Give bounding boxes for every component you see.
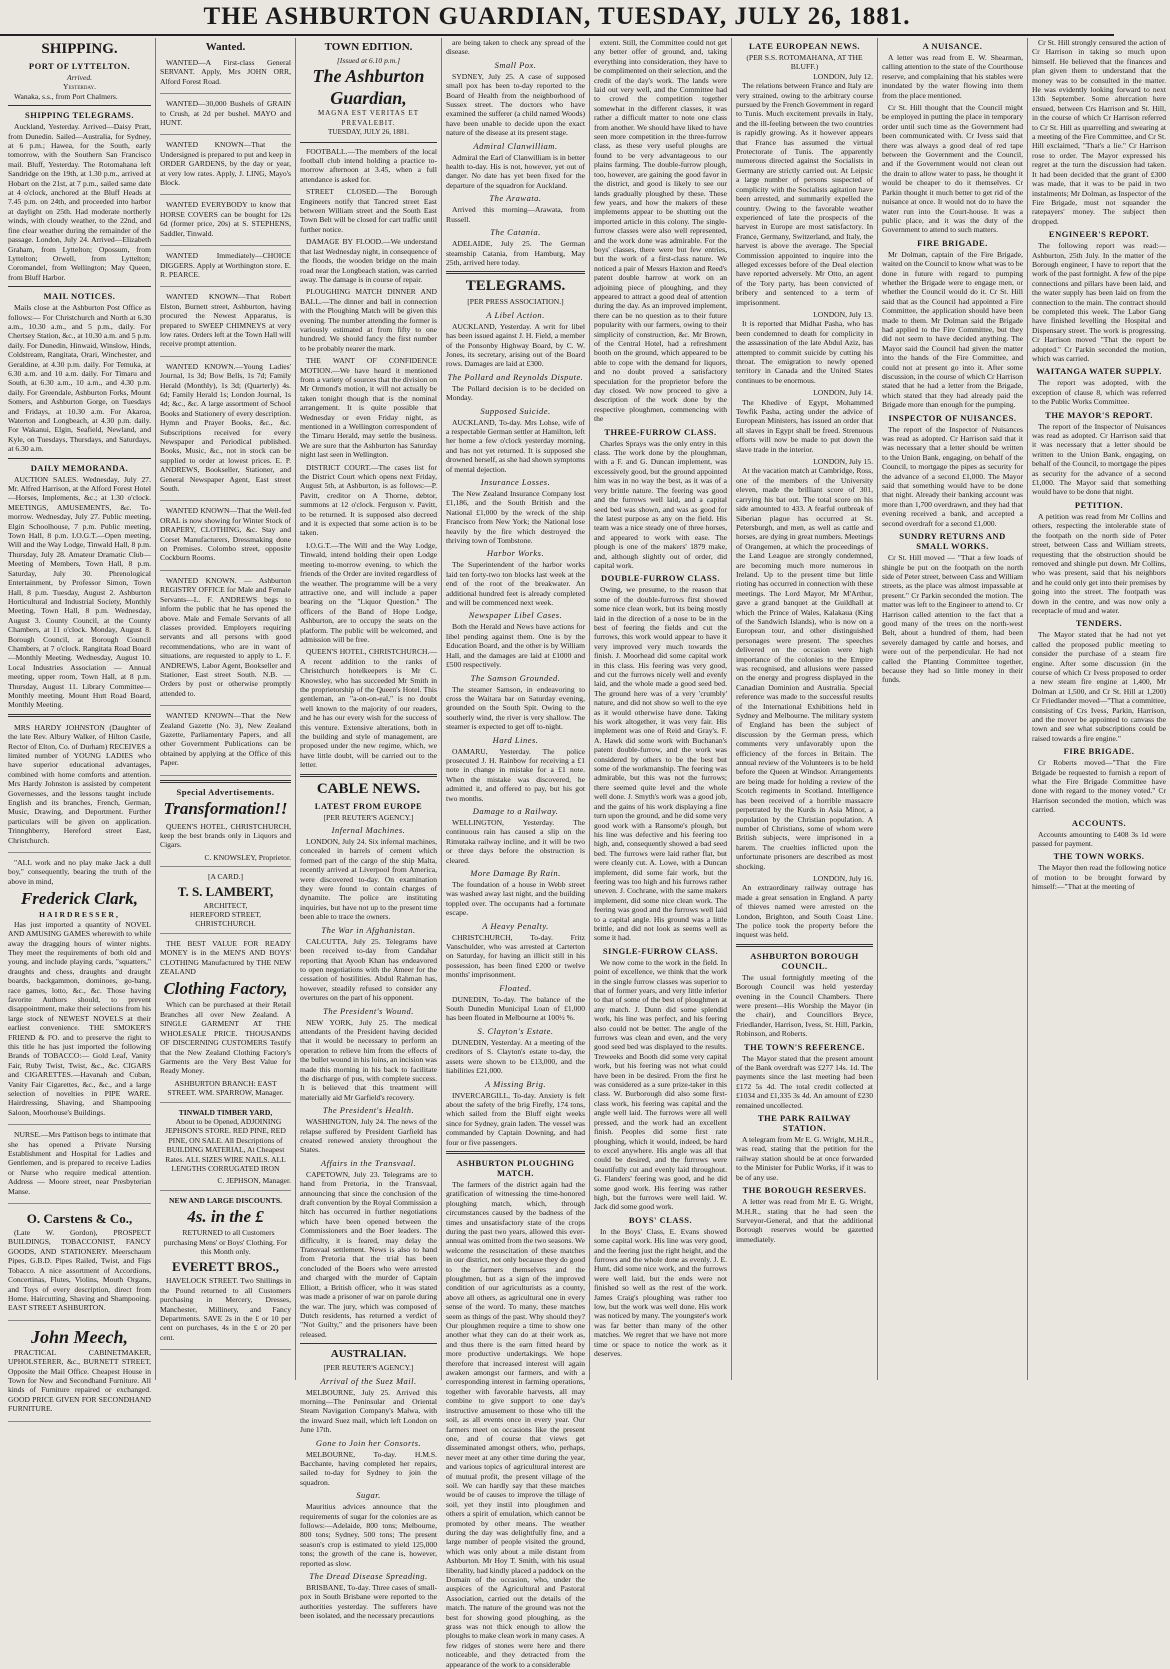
- shipping-telegrams-heading: SHIPPING TELEGRAMS.: [24, 110, 134, 121]
- telegram-item-heading: S. Clayton's Estate.: [477, 1025, 554, 1036]
- frederick-clark-ad: [8, 856, 151, 1125]
- mail-notices-heading: MAIL NOTICES.: [43, 291, 116, 302]
- frederick-clark-name: Frederick Clark,: [20, 889, 139, 909]
- wanted-ad: [160, 504, 291, 570]
- ploughing-match-body: The farmers of the district again had the gratification of witnessing the time-honored ploughing match, which, through circumstances caused by the badness of the times and unsatisfactory state of the crops during the past two years, allowed this ever-annual was omitted from the two seasons. We welcome the resuscitation of these matches in our district, not only because they do good to the farmers themselves and the ploughmen, but as a sign of the improved condition of our agriculturists as a county, above all others, as agricultural one in every sense of the word. To many, these matches seem as things of the past. Why should they? Our ploughmen require a time to show one another what they can do at their work as, and thus there is the earn fitted heard by more productive undertakings. We hope therefore that increased interest will again awaken amongst our farmers, and with a corresponding interest in farming operations, together with favorable harvests, all may combine to give support to one day's instructive amusement to those who till the soil, as all events once in every year. Our farmers meet on occasions like the present one, and of course that views get disseminated amongst others, who, perhaps, never meet at any other time during the year, and various topics of agricultural interest are of mutual profit, the present village of the soil. We can hardly say that these matches would be of causes to improve the tillage of soil, yet they instil into ploughmen and others a spirit of emulation, which cannot be promoted by other means. The weather during the day was delightfully fine, and a large number of people visited the ground, which was only about a mile distant from Ashburton. Mr Hoy T. Smith, with his usual liberality, had kindly placed a paddock on the Domain of the occasion, who, under the auspices of the Agricultural and Pastoral Association, carried out the details of the match. The nature of the ground was not the best for showing good ploughing, as the grass was not thick enough to allow the ploughs to make clean work in many cases. A few ridges of stones were here and there noticeable, and they detracted from the appearance of the work to a considerable: [446, 1179, 585, 1669]
- divider: [446, 271, 585, 274]
- council-continued: Cr St. Hill strongly censured the action of Cr Harrison in taking so much upon himself. He believed that the finances and plan given them to understand that the money was to be consulted in the matter. He was evidently looking forward to next 13th September. Some altercation here ensued, between Crs Harrison and St. Hill, in the course of which Cr Harrison referred to Cr St. Hill as quarrelling and swearing at a meeting of the Fire Committee, and Cr St. Hill exclaimed, "That's a lie." Cr Harrison rose to order. The Mayor expressed his regret at the turn the discussion had taken. It had been decided that the grant of £300 was made, that it was to be paid in two instalments; Mr Dolman, as Inspector of the Fire Brigade, must not squander the ratepayers' money. The subject then dropped.: [1032, 38, 1166, 226]
- clothing-title: Clothing Factory,: [163, 979, 288, 999]
- wanted-heading: Wanted.: [205, 41, 246, 53]
- borough-reserves-body: A letter was read from Mr E. G. Wright, M.H.R., stating that he had seen the Surveyor-General, and that the additional Borough reserves would be gazetted immediately.: [736, 1197, 873, 1244]
- cable-item-heading: The President's Health.: [322, 1105, 415, 1116]
- port-heading: PORT OF LYTTELTON.: [28, 61, 131, 71]
- borough-council-body: The usual fortnightly meeting of the Borough Council was held yesterday evening in the Council Chambers. There were present—His Worship the Mayor (in the chair), and Councillors Bryce, Friedlander, Harrison, Ivess, St. Hill, Parkin, Robinson, and Roberts.: [736, 972, 873, 1039]
- tenders-body: The Mayor stated that he had not yet called the proposed public meeting to consider the purchase of a steam fire engine. After some discussion (in the course of which Cr Ivess proposed to order a new steam fire engine at 1,400, Mr Dolman at 1,500, and Cr St. Hill at 1,200) Cr Friedlander moved—"That a committee, consisting of Crs Ivess, Parkin, Harrison, and the mover be appointed to canvass the town and see what subscriptions could be raised towards a fire engine.": [1032, 630, 1166, 743]
- mayor-report-body: The report of the Inspector of Nuisances was read as adopted. Cr Harrison said that it was necessary that a letter should be written to the Union Bank, engaging, on behalf of the Council, to mortgage the pipes as security for the advance of a second £1,000. The Mayor said that something would have to be done that night.: [1032, 421, 1166, 497]
- divider: [300, 1343, 437, 1344]
- water-supply-heading: WAITANGA WATER SUPPLY.: [1036, 366, 1162, 377]
- carstens-name: O. Carstens & Co.,: [26, 1211, 133, 1227]
- cable-item-heading: Infernal Machines.: [331, 825, 406, 836]
- issued-note: [Issued at 6.10 p.m.]: [336, 56, 401, 65]
- leader-paragraph: PLOUGHING MATCH DINNER AND BALL.—The dinner and ball in connection with the Ploughing Match will be given this evening. The number attending the former is variously estimated at from fifty to one hundred. We should fancy the first number to be probably nearer the mark.: [300, 287, 437, 353]
- leader-paragraph: THE WANT OF CONFIDENCE MOTION.—We have heard it mentioned from a variety of sources that the division on Mr Ormond's motion, it will not actually be taken tonight though that is the nominal arrangement. It is quite possible that Wednesday or even Friday night, as mentioned in a Wellington correspondent of the Timaru Herald, may settle the business. We are sure that the Ashburton has Saturday night last seen in Wellington.: [300, 356, 437, 460]
- telegram-item-heading: Floated.: [499, 982, 532, 993]
- water-supply-body: The report was adopted, with the exception of clause 8, which was referred to the Public Works Committee.: [1032, 378, 1166, 407]
- queens-hotel-ad: [160, 820, 291, 868]
- wanted-ad-text: WANTED KNOWN. — Ashburton REGISTRY OFFICE for Male and Female Servants—L. F. ANDREWS begs to inform the public that he has opened the above. Male and Female Servants of all classes provided. Employers requiring servants and all persons with good recommendations, who are in want of situations, are requested to apply to L. F. ANDREWS, Labor Agent, Bookseller and Stationer, East street South. N.B. — Orders by post or otherwise promptly attended to.: [160, 575, 291, 698]
- double-furrow-heading: DOUBLE-FURROW CLASS.: [601, 573, 720, 584]
- australian-item-heading: The Dread Disease Spreading.: [309, 1571, 428, 1582]
- telegram-item-heading: Insurance Losses.: [480, 477, 551, 487]
- hardy-johnston-ad: [8, 721, 151, 853]
- everett-ad: [160, 1194, 291, 1350]
- column-4: [442, 38, 590, 1669]
- dateline: TUESDAY, JULY 26, 1881.: [328, 128, 409, 137]
- tinwald-timber-ad: [160, 1106, 291, 1191]
- nuisance-body-2: Cr St. Hill thought that the Council might be employed in putting the place in temporary order until such time as the Government had been communicated with. Cr Ivess said that there was always a good deal of red tape between the Government and the Council, and if the Government would not clean out the drain to allow water to pass, he thought it would be cheaper to do it themselves. Cr Parkin thought it much better to get rid of the nuisance at once. It would not do to have the water run into the Court-house. It was a public place, and it was the duty of the Government to attend to such matters.: [882, 103, 1023, 235]
- wanted-ad: [160, 56, 291, 94]
- clothing-factory-ad: [160, 937, 291, 1103]
- shipping-telegrams-body: Auckland, Yesterday. Arrived—Daisy Pratt, from Dunedin. Sailed—Australia, for Sydney, at 6 p.m.; Hawea, for the South, early tomorrow, with the Southern San Francisco mail. Bluff, Yesterday. The Rotomahana left Sandridge on the 19th, at 1.30 p.m., arrived at Hobart on the 21st, at 7 p.m., sailed same date at 4 o'clock, anchored at the Bluff Heads at 7.45 p.m. on 24th, and proceeded into harbor at daylight on 25th. Had moderate northerly winds, with cloudy weather, to the 22nd, and fine clear weather during the remainder of the passage. London, July 24. Arrived—Elizabeth Graham, from Lyttelton; Opossum, from Lyttelton; Orwell, from Lyttelton; Coromandel, from Wellington; May Queen, from Bluff Harbor.: [8, 122, 151, 282]
- fire-brigade-heading: FIRE BRIGADE.: [917, 237, 988, 248]
- telegram-item-heading: The Samson Grounded.: [470, 672, 561, 683]
- divider: [8, 458, 151, 459]
- dateline-2: LONDON, July 13.: [813, 309, 873, 319]
- accounts-body: Accounts amounting to £408 3s 1d were passed for payment.: [1032, 829, 1166, 849]
- telegram-item-heading: Supposed Suicide.: [480, 405, 551, 416]
- card-label: [A CARD.]: [207, 872, 244, 882]
- cable-items: [300, 825, 437, 1339]
- frederick-clark-intro: "ALL work and no play make Jack a dull boy," consequently, bearing the truth of the above in mind,: [8, 858, 151, 886]
- wanted-ad-text: WANTED—30,000 Bushels of GRAIN to Crush, at 2d per bushel. MAYO and HUNT.: [160, 99, 291, 128]
- four-shillings: 4s. in the £: [187, 1207, 264, 1227]
- accounts-heading: ACCOUNTS.: [1071, 817, 1127, 828]
- wanted-ad-text: WANTED EVERYBODY to know that HORSE COVERS can be bought for 12s 6d (former price, 20s) at S. STEPHENS, Saddler, Tinwald.: [160, 200, 291, 238]
- telegram-item-heading: Harbor Works.: [486, 548, 545, 559]
- australian-item-body: MELBOURNE, July 25. Arrived this morning—The Peninsular and Oriental Steam Navigation Company's Malwa, with the inward Suez mail, which left London on June 17th.: [300, 1387, 437, 1435]
- european-body-1: The relations between France and Italy are very strained, owing to the arbitrary course pursued by the French Government in regard to Tunis. Much excitement prevails in Italy, and the ill-feeling between the two countries is rapidly growing. As it however appears that France has assumed the virtual Protectorate of Tunis. The apparently numerous directed against the Socialists in Germany are strictly carried out. At Leipsic a large number of persons suspected of complicity with the Socialists agitation have been arrested, and summarily expelled the country. Owing to the favorable weather experienced of late the prospects of the harvest in Europe are most satisfactory. In France, Germany, Switzerland, and Italy, the harvest is above the average. The Special Commission appointed to inquire into the alleged excesses before of the Deal election have reported adversely. Mr Otto, an agent of the Tory party, has been convicted of bribery and sentenced to a term of imprisonment.: [736, 81, 873, 307]
- wanted-ad: [160, 198, 291, 246]
- discounts-title: NEW AND LARGE DISCOUNTS.: [169, 1195, 282, 1205]
- telegram-item-heading: Damage to a Railway.: [472, 805, 559, 816]
- leader-paragraph: I.O.G.T.—The Will and the Way Lodge, Tinwald, intend holding their open Lodge meeting to-morrow evening, to which the friends of the Order are invited regardless of the weather. The programme will be a very attractive one, and will include a paper bearing on the "Liquor Question." The officers of the Band of Hope Lodge, Ashburton, are to occupy the seats on the platform. The public will be welcomed, and admission will be free.: [300, 540, 437, 644]
- nuisance-heading: A NUISANCE.: [922, 41, 983, 51]
- wanted-ad: [160, 290, 291, 356]
- frederick-clark-body: Has just imported a quantity of NOVEL AND AMUSING GAMES wherewith to while away the dragging hours of winter nights. They meet the requirements of both old and young, and include playing cards, "squatters," draughts and chess, draughts and draught boards, backgammon, dominoes, go-bang, race games, lotto, &c., &c. Those having favorite Authors should, to prevent disappointment, make their selections from his large stock of NEWEST NOVELS at their earliest convenience. THE SMOKER'S FRIEND & FO. and to preserve the right to this title he has just imported the following Brands of TOBACCO:— Gold Leaf, Vanity Fair, Ruby Twist, Twist, &c., &c. CIGARS and CIGARETTES.—Havanah and Cuban, Vanity Fair Cigarettes, &c., &c., and a large selection of novelties in PIPE WARE. Hairdressing, Shaving, and Shampooing Saloon, Moorhouse's Buildings.: [8, 919, 151, 1117]
- news-item-body: SYDNEY, July 25. A case of supposed small pox has been to-day reported to the Board of Health from the neighborhood of Sussex street. The doctors who have examined the sufferer (a child named Woods) have been unable to decide upon the exact nature of the disease at its present stage.: [446, 71, 585, 138]
- leader-paragraph: FOOTBALL.—The members of the local football club intend holding a practice to-morrow afternoon at 3.45, when a full attendance is asked for.: [300, 146, 437, 184]
- masthead: [0, 0, 1114, 36]
- australian-item-body: BRISBANE, To-day. Three cases of small-pox in South Brisbane were reported to the authorities yesterday. The sufferers have been isolated, and the necessary precautions: [300, 1583, 437, 1621]
- australian-item-heading: Gone to Join her Consorts.: [315, 1437, 422, 1448]
- cable-agency: [PER REUTER'S AGENCY.]: [323, 812, 414, 822]
- inspector-nuisances-heading: INSPECTOR OF NUISANCES.: [888, 412, 1017, 423]
- cable-item-body: CALCUTTA, July 25. Telegrams have been received to-day from Candahar reporting that Ayoob Khan has endeavored to open negotiations with the Ameer for the cessation of hostilities. Abdul Rahman has, however, steadily refused to consider any overtures on the part of his opponent.: [300, 936, 437, 1003]
- motto: MAGNA EST VERITAS ET PREVALEBIT.: [317, 109, 420, 127]
- news-item-heading: The Arawata.: [489, 193, 542, 204]
- inspector-nuisances-body: The report of the Inspector of Nuisances was read as adopted. Cr Harrison said that it was necessary that a letter should be written to the Union Bank, engaging, on behalf of the Council, to mortgage the pipes as security for the advance of a second £1,000. The Mayor said that something would have to be done that night. Already their banking account was more than 1,700 overdrawn, and they had that evening received a bank, and accepted a second overdraft for a second £1,000.: [882, 424, 1023, 528]
- telegram-item-heading: Hard Lines.: [492, 734, 539, 745]
- cable-item-body: NEW YORK, July 25. The medical attendants of the President having decided that it would be necessary to perform an operation to relieve him from the effects of the bullet wound in his loins, an incision was made this morning in his back to facilitate the discharge of pus, with complete success. It is believed that this treatment will materially aid Mr Garfield's recovery.: [300, 1017, 437, 1102]
- fire-brigade-2-body: Cr Roberts moved—"That the Fire Brigade be requested to furnish a report of what the Fire Brigade Committee have done with regard to the money voted." Cr Harrison seconded the motion, which was carried.: [1032, 758, 1166, 815]
- telegram-item-body: Both the Herald and News have actions for libel pending against them. One is by the Education Board, and the other is by William Hall, and the damages are laid at £1000 and £500 respectively.: [446, 622, 585, 670]
- news-item-body: ADELAIDE, July 25. The German steamship Catania, from Hamburg, May 25th, arrived here today.: [446, 239, 585, 267]
- cable-item-body: LONDON, July 24. Six infernal machines, concealed in barrels of cement which formed part of the cargo of the ship Malta, recently arrived at Liverpool from America, were discovered to-day. On examination they were found to contain charges of dynamite. The police are instituting inquiries, but have not up to the present time been able to trace the owners.: [300, 837, 437, 922]
- divider: [8, 105, 151, 106]
- wanted-ad: [160, 709, 291, 775]
- telegram-item-body: The Superintendent of the harbor works laid ten forty-two ton blocks last week at the end of the root of the breakwater. An additional hundred feet is already completed and will be commenced next week.: [446, 560, 585, 608]
- carstens-body: (Late W. Gordon), PROSPECT BUILDINGS, TOBACCONIST, FANCY GOODS, AND STATIONERY. Meerschaum Pipes, G.B.D. Pipes Railed, Twist, and Figs Tobacco. A nice assortment of Accordions, Concertinas, Flutes, Violins, Mouth Organs, and Toys of every description, direct from Home. Haircutting, Shaving and Shampooing. EAST STREET ASHBURTON.: [8, 1228, 151, 1313]
- wanted-list: [160, 56, 291, 776]
- telegram-item-body: CHRISTCHURCH, To-day. Fritz Vanschulder, who was arrested at Carterton on Saturday, for having an illicit still in his possession, has been fined £200 or twelve months' imprisonment.: [446, 932, 585, 980]
- single-furrow-body: We now come to the work in the field. In point of excellence, we think that the work in the single furrow classes was superior to that of former years, and very little inferior to that of some of the best of ploughmen at any match. J. Dunn did some splendid work, his line was perfect, and his feering also could not be better. The angle of the furrows was clean and even, and the very good seed bed was displayed to the results. Treweeks and Booth did some very capital work, but his feering was not what could have been in be desired. From the first he was considered as a sure prize-taker in this class. W. Burborough did also some first-class work, his feering was capital and the angle well laid. The furrows were all well pressed, and the work had an excellent finish. Peoples did some first rate ploughing, which it would, indeed, be hard to excel anywhere. His angle was all that could be desired, and the furrows were beautifully cut and evenly laid throughout. G. Flanders' feering was good, and he did some good work. His feering was rather high, but the furrows were well laid. W. Jack did some good work.: [594, 957, 727, 1212]
- divider: [8, 714, 151, 717]
- clothing-branch: ASHBURTON BRANCH: EAST STREET. WM. SPARROW, Manager.: [167, 1078, 284, 1098]
- cable-item-heading: The War in Afghanistan.: [321, 924, 416, 935]
- nurse-ad-text: NURSE.—Mrs Pattison begs to intimate that she has opened a Private Nursing Establishment and Hospital for Ladies and Gentlemen, and is prepared to receive Ladies or Nurse who require medical attention. Address — Moore street, near Presbyterian Manse.: [8, 1130, 151, 1196]
- shipping-heading: SHIPPING.: [41, 41, 118, 57]
- clothing-intro: THE BEST VALUE FOR READY MONEY is in the MEN'S AND BOYS' CLOTHING Manufactured by THE NEW ZEALAND: [160, 938, 291, 977]
- carstens-ad: [8, 1207, 151, 1321]
- telegram-item-body: The steamer Samson, in endeavoring to cross the Waitara bar on Saturday evening, grounded on the South Spit. Owing to the southerly wind, the river is very shallow. The steamer is expected to get off to-night.: [446, 684, 585, 732]
- telegram-item-body: WELLINGTON, Yesterday. The continuous rain has caused a slip on the Rimutaka railway incline, and it will be two or three days before the obstruction is cleared.: [446, 817, 585, 865]
- divider: [300, 142, 437, 143]
- clothing-body: Which can be purchased at their Retail Branches all over New Zealand. A SINGLE GARMENT AT THE WHOLESALE PRICE. THOUSANDS OF DISCERNING CUSTOMERS Testify that the New Zealand Clothing Factory's Garments are the Very Best Value for Ready Money.: [160, 1000, 291, 1076]
- wanted-ad-text: WANTED KNOWN—That the Undersigned is prepared to put and keep in ORDER GARDENS, by the day or year, at very low rates. Apply, J. LING, Mayo's Block.: [160, 140, 291, 188]
- daily-memoranda-body: AUCTION SALES. Wednesday, July 27. Mr. Alfred Harrison, at the Alford Forest Hotel—Horses, Implements, &c.; at 1.30 o'clock. MEETINGS, AMUSEMENTS, &c. To-morrow. Wednesday, July 27. Public meeting, Elgin Schoolhouse, 7 p.m. Public meeting, Town Hall, 8 p.m. I.O.G.T.—Open meeting, Will and the Way Lodge, Tinwald Hall, 8 p.m. Thursday, July 28. Amateur Dramatic Club—Meeting of Members, Town Hall, 8 p.m. Saturday, July 30. Phrenological Entertainment, by Professor Simon, Town Hall, 8 p.m. Tuesday, August 2. Ashburton Horticultural and Industrial Society, Monthly Meeting, Town Hall, 8 p.m. Wednesday, August 3. County Council, at the County Chambers, at 11 o'clock. Monday, August 8. Borough Council, at Borough Council Chambers, at 7 o'clock. Rangitata Road Board—Monthly Meeting. Wednesday, August 10. Local Industries Association — Annual meeting, upper room, Town Hall, at 8 p.m. Thursday, August 11. Library Committee—Monthly meeting. Mount Hutt Road Board, Monthly Meeting.: [8, 474, 151, 710]
- masthead-title: THE ASHBURTON GUARDIAN, TUESDAY, JULY 26, 1881.: [203, 3, 911, 30]
- sundry-returns-heading: SUNDRY RETURNS AND SMALL WORKS.: [899, 531, 1006, 552]
- boys-class-body: In the Boys' Class, E. Evans showed some capital work. His line was very good, and the feering just the right height, and the furrows and the whole done as evenly. J. E. Hunt, did some nice work, and the furrows were well laid, but the ends were not finished so well as the rest of the work. James Craig's ploughing was rather too low, but the work was well done. His work was noticed by many. The youngster's work was far better than many of the other matches. We regret that we have not more time or space to notice the work as it deserves.: [594, 1226, 727, 1359]
- telegrams-agency: [PER PRESS ASSOCIATION.]: [467, 297, 564, 307]
- divider: [736, 944, 873, 947]
- sundry-returns-body: Cr St. Hill moved — "That a few loads of shingle be put on the footpath on the north side of Peter street, between Cass and William streets, as the place was almost impassable at present." Cr Parkin seconded the motion. The matter was left to the Engineer to attend to. Cr Harrison called attention to the fact that a good many of the trees on the north-west Belt, about a hundred of them, had been severely damaged by cattle and horses, and were out of the perpendicular. He had not called the Planting Committee together, because they had so little money in their funds.: [882, 553, 1023, 685]
- dateline-5: LONDON, July 16.: [813, 873, 873, 883]
- nurse-ad: [8, 1128, 151, 1204]
- leader-paragraph: DAMAGE BY FLOOD.—We understand that last Wednesday night, in consequence of the floods, the wooden bridge on the main road near the Longbeach station, was carried away. The damage is in course of repair.: [300, 237, 437, 284]
- meech-body: PRACTICAL CABINETMAKER, UPHOLSTERER, &c., BURNETT STREET, Opposite the Mail Office. Cheapest House in Town for New and Secondhand Furniture. All kinds of Furniture repaired or exchanged. GOOD PRICE GIVEN FOR SECONDHAND FURNITURE.: [8, 1347, 151, 1414]
- hardy-johnston-ad-text: MRS HARDY JOHNSTON (Daughter of the late Rev. Albury Walker, of Hilton Castle, Rector of Elton, Co. of Durham) RECEIVES a limited number of YOUNG LADIES who have superior educational advantages, combined with home comforts and attention. Mrs Hardy Johnston is assisted by competent Governesses, and the lessons taught include English and its branches, French, German, Music, Drawing, and Deportment. Further particulars will be given on application. Trinnghberry, Hereford street East, Christchurch.: [8, 722, 151, 845]
- australian-item-heading: Arrival of the Suez Mail.: [320, 1375, 417, 1386]
- lambert-address: HEREFORD STREET, CHRISTCHURCH.: [189, 910, 262, 929]
- telegram-item-body: The foundation of a house in Webb street was washed away last night, and the building toppled over. The occupants had a fortunate escape.: [446, 880, 585, 918]
- town-works-body: The Mayor then read the following notice of motion to be brought forward by himself:—"That at the meeting of: [1032, 863, 1166, 892]
- lambert-ad: [160, 870, 291, 934]
- cable-item-heading: The President's Wound.: [323, 1005, 414, 1016]
- park-railway-heading: THE PARK RAILWAY STATION.: [757, 1113, 852, 1134]
- queens-hotel-text: QUEEN'S HOTEL, CHRISTCHURCH, keep the best brands only in Liquors and Cigars.: [160, 821, 291, 850]
- lambert-name: T. S. LAMBERT,: [177, 883, 274, 899]
- divider: [300, 774, 437, 777]
- transformation-title: Transformation!!: [163, 798, 288, 818]
- telegram-item-heading: A Libel Action.: [486, 309, 545, 320]
- telegram-item-heading: More Damage By Rain.: [470, 868, 561, 878]
- special-ads-heading: Special Advertisements.: [176, 786, 275, 797]
- town-reference-body: The Mayor stated that the present amount of the Bank overdraft was £277 14s. 1d. The payments since the last meeting had been £172 5s 4d. The total credit collected at £1034 and £1,335 3s 4d. An amount of £230 remained uncollected.: [736, 1053, 873, 1110]
- news-item-body: Arrived this morning—Arawata, from Russell.: [446, 205, 585, 224]
- engineer-report-heading: ENGINEER'S REPORT.: [1048, 229, 1150, 240]
- borough-council-heading: ASHBURTON BOROUGH COUNCIL.: [750, 950, 859, 971]
- cable-item-heading: Affairs in the Transvaal.: [320, 1157, 417, 1168]
- lambert-trade: ARCHITECT,: [203, 900, 248, 910]
- arrived-label: Arrived.: [66, 73, 93, 82]
- european-body-2: It is reported that Midhat Pasha, who has been condemned to death for complicity in the assassination of the late Abdul Aziz, has attempted to commit suicide by cutting his throat. The emigration to newly opened territory in Canada and the United States continues to be enormous.: [736, 319, 873, 385]
- arrival-entry: Wanaka, s.s., from Port Chalmers.: [14, 91, 118, 101]
- wanted-ad-text: WANTED KNOWN—That the Well-fed ORAL is now showing for Winter Stock of DRAPERY, CLOTHING, &c. Stay and Corset Manufacturers, Dressmaking done on Premises. Colombo street, opposite Cockburn Rooms.: [160, 506, 291, 563]
- borough-reserves-heading: THE BOROUGH RESERVES.: [742, 1185, 867, 1196]
- wanted-ad: [160, 249, 291, 287]
- cable-item-body: WASHINGTON, July 24. The news of the relapse suffered by President Garfield has created renewed anxiety throughout the States.: [300, 1117, 437, 1155]
- town-reference-heading: THE TOWN'S REFERENCE.: [744, 1041, 865, 1052]
- single-furrow-heading: SINGLE-FURROW CLASS.: [602, 945, 719, 956]
- divider: [446, 1151, 585, 1154]
- wanted-ad: [160, 138, 291, 195]
- telegram-item-body: AUCKLAND, To-day. Mrs Lohse, wife of a respectable German settler at Hamilton, left her home a few o'clock yesterday morning, and has not yet returned. It is supposed she drowned herself, as she had shown symptoms of mental dejection.: [446, 417, 585, 474]
- wanted-ad: [160, 360, 291, 502]
- engineer-report-body: The following report was read:— Ashburton, 25th July. In the matter of the Borough engineer, I have to report that the work of the past fortnight. A few of the pipe connections and pillars have been laid, and the water supply has been laid on from the connection to the main. The contract should be completed this week. The Labor Gang have finished levelling the Hospital and Dispensary street. The work is progressing. Cr Harrison moved "That the report be adopted." Cr Parkin seconded the motion, which was carried.: [1032, 241, 1166, 363]
- columns: [4, 38, 1166, 1669]
- nuisance-body-1: A letter was read from E. W. Shearman, calling attention to the state of the Courthouse reserve, and complaining that his stables were inundated by the water flowing into them from the place mentioned.: [882, 53, 1023, 100]
- everett-name: EVERETT BROS.,: [171, 1259, 280, 1275]
- everett-body: RETURNED to all Customers purchasing Mens' or Boys' Clothing. For this Month only.: [163, 1228, 288, 1256]
- leader-paragraph: DISTRICT COURT.—The cases list for the District Court which opens next Friday, August 5th, at Ashburton, is as follows:—P. Pavitt, creditor on A Thorne, debtor, summons at 12 o'clock. Ferguson v. Pavitt, to be returned. It is supposed also decreed and it is expected that some action is to be taken.: [300, 462, 437, 538]
- boys-class-heading: BOYS' CLASS.: [628, 1214, 693, 1225]
- petition-heading: PETITION.: [1074, 499, 1124, 510]
- wanted-ad: [160, 97, 291, 135]
- telegram-item-body: INVERCARGILL, To-day. Anxiety is felt about the safety of the brig Firefly, 174 tons, which sailed from the Bluff eight weeks since for Sydney, grain laden. The vessel was commanded by Captain Downing, and had four or five passengers.: [446, 1090, 585, 1147]
- paper-title: The Ashburton Guardian,: [312, 66, 425, 109]
- cable-news-sub: LATEST FROM EUROPE: [314, 800, 423, 811]
- town-works-heading: THE TOWN WORKS.: [1053, 851, 1145, 862]
- cable-news-heading: CABLE NEWS.: [316, 780, 421, 797]
- australian-item-body: Mauritius advices announce that the requirements of sugar for the colonies are as follows:—Adelaide, 800 tons; Melbourne, 800 tons; Sydney, 500 tons; The present season's crop is estimated to yield 125,000 tons; the growth of the cane is, however, reported as slow.: [300, 1502, 437, 1568]
- telegram-item-body: OAMARU, Yesterday. The police prosecuted J. H. Rainbow for receiving a £1 note in change in mistake for a £1 note. When the mistake was discovered, he admitted it, and offered to pay, but his got two months.: [446, 746, 585, 803]
- wanted-ad-text: WANTED Immediately—CHOICE DIGGERS. Apply at Worthington store. E. R. PEARCE.: [160, 251, 291, 279]
- telegram-item-heading: A Heavy Penalty.: [482, 920, 549, 931]
- three-furrow-body: Charles Sprays was the only entry in this class. The work done by the ploughman, with a F. and G. Duncan implement, was excessively good, but the ground appointed him was in no way the best, as it was of a very brittle nature. The feering was good and the furrows well laid, and a capital seed bed was shown, and was as good for the latest purpose as any on the field. His team was a nice steady one of three horses, and appeared to work with ease. The plough is one of the makers' 1879 make, and, although slightly out of order, did capital work.: [594, 438, 727, 570]
- cable-item-body: CAPETOWN, July 23. Telegrams are to hand from Pretoria, in the Transvaal, announcing that since the conclusion of the draft convention by the Royal Commission a hitch has occurred in further negotiations which have been opened between the Commissioners and the Boer leaders. The difficulty, it is feared, may delay the Transvaal settlement. News is also to hand from Pretoria that the trial has been concluded of the Boers who were arrested and charged with the murder of Captain Elliott, a British officer, who it was stated was made a prisoner of war on parole during the war. The jury, which was composed of Dutch residents, has returned a verdict of "Not Guilty," and the prisoners have been released.: [300, 1169, 437, 1339]
- three-furrow-heading: THREE-FURROW CLASS.: [604, 426, 717, 437]
- wanted-ad-text: WANTED KNOWN.—Young Ladies' Journal, 1s 3d; Bow Bells, 1s 7d; Family Herald (Monthly), 1s 3d; (Quarterly) 4s. 6d; Family Herald 1s; London Journal, 1s 4d; &c., &c. A large assortment of School Books and Stationery of every description. Hymn and Prayer Books, &c., &c. Subscriptions received for every Newspaper and Periodical published. Books, Music, &c., not in stock can be supplied to order at lowest prices. E. P. ANDREWS, Bookseller, Stationer, and General Newspaper Agent, East street South.: [160, 361, 291, 494]
- ploughing-continued: extent. Still, the Committee could not get any better offer of ground, and, taking everything into consideration, they have to be complimented on their selection, and the credit of the day's work. The lands were laid out very well, and the Committee had to crowd the competition together somewhat in the different classes, it was rather a difficult matter to note one class from another. We should have liked to have seen more competition in the three-furrow class, as these very useful ploughs are found to be very advantageous to our plains farming. The double-furrow plough, too, however, are gaining the good favor in the district, and good is likely to see our lands gradually ploughed by these. These few years, and how the makers of these implements appear to be shutting out the imported article in this colony. The single-furrow classes were also well represented, and the work done was admirable. For the boys' classes, there were but few entries, but the work of a first-class nature. We noticed a pair of Messrs Haxton and Reed's patent double harrow at work on an adjoining piece of ploughing, and they appeared to attract a good deal of attention during the day. As an improved implement, there can be no question as to their future popularity with our farmers, owing to their simplicity of construction, &c. Mr Brown, of the Central Hotel, had a refreshment booth on the ground, which appeared to be able to cope with the demand for liquors, and no doubt proved a satisfactory speculation for the proprietor before the day closed. We now proceed to give a description of the work done by the respective ploughmen, commencing with the: [594, 38, 727, 424]
- telegram-item-body: DUNEDIN, To-day. The balance of the South Dunedin Municipal Loan of £1,000 has been floated in Melbourne at 100½ %.: [446, 994, 585, 1023]
- divider: [160, 780, 291, 783]
- european-news-heading: LATE EUROPEAN NEWS.: [748, 41, 861, 51]
- wanted-ad-text: WANTED KNOWN—That Robert Elston, Burnett street, Ashburton, having procured the Newest Apparatus, is prepared to SWEEP CHIMNEYS at very low rates. Orders left at the Town Hall will receive prompt attention.: [160, 292, 291, 349]
- news-item-heading: Small Pox.: [494, 59, 537, 70]
- telegram-item-body: AUCKLAND, Yesterday. A writ for libel has been issued against J. H. Field, a member of the Ponsonby Highway Board, by C. W. Jones, its secretary, arising out of the Board rows. Damages are laid at £300.: [446, 321, 585, 369]
- european-body-5: An extraordinary railway outrage has made a great sensation in England. A party of thieves named were arrested on the London, Brighton, and South Coast Line. The police took the property before the inquest was held.: [736, 883, 873, 940]
- queens-hotel-owner: C. KNOWSLEY, Proprietor.: [204, 852, 291, 862]
- telegram-item-heading: Newspaper Libel Cases.: [468, 610, 563, 621]
- column-8: [1028, 38, 1170, 1380]
- telegram-item-body: The New Zealand Insurance Company lost £1,186, and the South British and the National £1,000 by the wreck of the ship Francisco from New York; the National lose heavily by the fire which destroyed the thriving town of Tombstone.: [446, 489, 585, 546]
- european-news-sub: (PER S.S. ROTOMAHANA, AT THE BLUFF.): [746, 53, 863, 72]
- leader-paragraph: STREET CLOSED.—The Borough Engineers notify that Tancred street East between William street and the South East Town Belt will be closed for cart traffic until further notice.: [300, 187, 437, 234]
- dateline-4: LONDON, July 15.: [813, 457, 873, 467]
- frederick-clark-trade: HAIRDRESSER,: [39, 910, 120, 920]
- news-item-heading: The Catania.: [490, 227, 541, 238]
- park-railway-body: A telegram from Mr E. G. Wright, M.H.R., was read, stating that the petition for the railway station should be at once forwarded to the Minister for Public Works, if it was to be of any use.: [736, 1135, 873, 1182]
- telegram-item-body: DUNEDIN, Yesterday. At a meeting of the creditors of S. Clayton's estate to-day, the assets were shown to be £13,000, and the liabilities £21,000.: [446, 1037, 585, 1076]
- dateline-1: LONDON, July 12.: [813, 71, 873, 81]
- fire-brigade-body: Mr Dolman, captain of the Fire Brigade, waited on the Council to know what was to be done in future with regard to pumping whether the Brigade were to engage men, or whether the Council would do it. Cr St. Hill said that as the Council had appointed a Fire Committee, the application should have been made to them. Mr Dolman said the Brigade had applied to the Fire Committee, but they did not seem to have decided anything. The Mayor said the Council had given the matter into the hands of the Fire Committee, and could not at present go into it. After some discussion, in the course of which Cr Harrison stated that he had a letter from the Brigade, which stated that they had already paid the Brigade more than enough for the pumping.: [882, 249, 1023, 410]
- column-5: [590, 38, 732, 1380]
- town-edition-heading: TOWN EDITION.: [324, 41, 413, 53]
- col4-intro: are being taken to check any spread of the disease.: [446, 38, 585, 57]
- col4-items: [446, 60, 585, 268]
- dateline-3: LONDON, July 14.: [813, 388, 873, 398]
- australian-items: [300, 1376, 437, 1621]
- wanted-ad-text: WANTED KNOWN—That the New Zealand Gazette (No. 3), New Zealand Gazette, Parliamentary Papers, and all other Government Publications can be obtained by applying at the Office of this Paper.: [160, 711, 291, 768]
- divider: [8, 286, 151, 287]
- european-body-3: The Khedive of Egypt, Mohammed Tewfik Pasha, acting under the advice of European Ministers, has issued an order that all slaves in Egypt shall be freed. Strenuous efforts will now be made to put down the slave trade in the interior.: [736, 397, 873, 454]
- telegram-item-body: The Pollard decision is to be decided on Monday.: [446, 383, 585, 403]
- meech-ad: [8, 1324, 151, 1422]
- telegram-items: [446, 310, 585, 1147]
- column-3: [296, 38, 442, 1621]
- australian-agency: [PER REUTER'S AGENCY.]: [323, 1363, 414, 1373]
- mail-notices-body: Mails close at the Ashburton Post Office as follows:— For Christchurch and North at 6.30 a.m., 10.30 a.m., and 5 p.m., daily. For Chertsey Station, &c., at 10.30 a.m. and 5 p.m. daily. For Dunedin, Hinwaid, Winslow, Hinds, Coldstream, Rangitata, Orari, Winchester, and Geraldine, at 4.30 p.m. daily. For Temuka, at 6.30 a.m. and 10 a.m. daily. For Timaru and South, at 6.30 a.m., 10 a.m., and 4.30 p.m. daily. For Greendale, Ashburton Forks, Mount Somers, and Ashburton Gorge, on Tuesdays and Fridays, at 10.30 a.m. For Akaroa, Waterton and Longbeach, at 4.30 p.m. daily. For Wakanui, Elgin, Seafield, Newland, and Kyle, on Tuesdays, Thursdays, and Saturdays, at 6.30 a.m.: [8, 303, 151, 454]
- fire-brigade-2-heading: FIRE BRIGADE.: [1063, 746, 1135, 757]
- australian-item-heading: Sugar.: [356, 1490, 381, 1501]
- news-item-heading: Admiral Clanwilliam.: [473, 140, 558, 151]
- column-7: [878, 38, 1028, 1380]
- double-furrow-body: Owing, we presume, to the reason that some of the double-furrows first showed some nice clean work, but its being mostly laid in the direction of a nose to be in the best of feering the fields and cut the furrows, this work would appear to have it very improved very much towards the finish. J. Moorhead did some capital work in this class. His feering was very good, and cut the furrows nicely well and evenly laid, and the whole made a good seed bed. The ground here was of a very 'crumbly' nature, and did not show so well to the eye as it would otherwise have done. Taking his work altogether, it was very fair. His implement was one of Reid and Gray's. F. A. Hawk did some work with Buchanan's patent double-furrow, and the work was considered by others to be the best but some of the workmanship. The feering was admirable, but this was not the furrows; there seemed quite level and the whole well done. J. Smyth's work was a good job, and the gains of his work displaying a fine turn upon the ground, and he did some very good work with a Ransome's plough, but his line was defective and his feering too high, and, consequently showed a bad seed bed. The furrows were laid rather flat, but were cleanly cut. A. Lowe, with a Duncan implement, did some fair work, but the feering was too high and his furrows rather uneven. J. Cochrane, with the same makers implement, did some nice clean work. The feering was good and the furrows well laid to a capital angle. His ground was a little brittle, and did not look as seems well as some it had.: [594, 585, 727, 943]
- leader-paragraph: QUEEN'S HOTEL, CHRISTCHURCH.—A recent addition to the ranks of Christchurch hotelkeepers is Mr C. Knowsley, who has succeeded Mr Smith in the proprietorship of the Queen's Hotel. This gentleman, an "a-on-on-eal," is no doubt well known to the majority of our readers, and he has our every wish for the success of this venture. Extensive alterations, both in the building and style of management, are proposed under the new regime, which, we have little doubt, will be carried out to the letter.: [300, 647, 437, 770]
- meech-name: John Meech,: [30, 1326, 128, 1347]
- wanted-ad-text: WANTED—A First-class General SERVANT. Apply, Mrs JOHN ORR, Alford Forest Road.: [160, 58, 291, 86]
- australian-heading: AUSTRALIAN.: [330, 1348, 407, 1361]
- yesterday-label: Yesterday.: [62, 82, 97, 92]
- news-item-body: Admiral the Earl of Clanwilliam is in better health to-day. His is not, however, yet out of danger. No date has yet been fixed for the departure of the squadron for Auckland.: [446, 152, 585, 190]
- australian-item-body: MELBOURNE, To-day. H.M.S. Bacchante, having completed her repairs, sailed to-day for Sydney to join the squadron.: [300, 1449, 437, 1487]
- telegrams-heading: TELEGRAMS.: [465, 278, 566, 295]
- european-body-4: At the vacation match at Cambridge, Ross, one of the members of the University eleven, made the brilliant score of 301, carrying his bat out. The total score on his side amounted to 433. A fearful outbreak of Siberian plague has occurred at St. Petersburgh, and men, as well as cattle and horses, are dying in great numbers. Meetings of Orangemen, at which the proceedings of the Land League are strongly condemned, are becoming much more numerous in Ireland. Up to the present time but little rioting has occurred in connection with these meetings. The Lord Mayor, Mr M'Arthur, gave a grand banquet at the Guildhall at which the Prince of Wales, Kalakaua (King of the Sandwich Islands), who is now on a European tour, and other distinguished personages were present. The speeches delivered on the occasion were high importance of the colonies to the Empire was recognised, and allusions were passed on the energy and progress displayed in the Canadian Dominion and Australia. Special reference was made to the successful results of the International Exhibitions held in Sydney and Melbourne. The military system of England has been the subject of discussion by the German press, which comments very unfavorably upon the efficiency of the forces in Britain. The annual review of the Volunteers is to be held before the Queen at Windsor. Arrangements are being made for holding a review of the Scotch regiments in Scotland. Intelligence has been received of a horrible massacre perpetrated by the Kurds in Asia Minor, a population by the Christian population. A number of Christians, some of whom were British subjects, were imprisoned in a harem. The cruelties inflicted upon the unfortunate prisoners are described as most shocking.: [736, 466, 873, 871]
- tinwald-body: About to be Opened, ADJOINING JEPHSON'S STORE. RED PINE, RED PINE, ON SALE. All Descriptions of BUILDING MATERIAL, At Cheapest Rates. ALL SIZES WIRE NAILS. ALL LENGTHS CORRUGATED IRON: [165, 1116, 286, 1173]
- tenders-heading: TENDERS.: [1075, 618, 1123, 629]
- mayor-report-heading: THE MAYOR'S REPORT.: [1045, 409, 1153, 420]
- column-1: [4, 38, 156, 1414]
- telegram-item-heading: A Missing Brig.: [485, 1078, 546, 1089]
- daily-memoranda-heading: DAILY MEMORANDA.: [30, 462, 129, 473]
- column-2: [156, 38, 296, 1380]
- petition-body: A petition was read from Mr Collins and others, respecting the intolerable state of the footpath on the north side of Peter street, between Cass and William streets, requesting that the obstruction should be removed and shingle put down. Mr Collins, who was present, said that his neighbors and he could only get into their premises by going into the street. The footpath was down in the centre, and was now only a receptacle of mud and water.: [1032, 511, 1166, 615]
- ploughing-match-heading: ASHBURTON PLOUGHING MATCH.: [456, 1157, 575, 1178]
- tinwald-title: TINWALD TIMBER YARD,: [178, 1107, 273, 1117]
- column-6: [732, 38, 878, 1380]
- wanted-ad: [160, 574, 291, 706]
- leaders-list: [300, 147, 437, 770]
- telegram-item-heading: The Pollard and Reynolds Dispute.: [447, 371, 584, 382]
- everett-address: HAVELOCK STREET. Two Shillings in the Pound returned to all Customers purchasing in Mercery, Dresses, Manchester, Millinery, and Fancy Departments. SAVE 2s in the £ or 10 per cent on purchases, 4s in the £ or 20 per cent.: [160, 1276, 291, 1342]
- jephson-manager: C. JEPHSON, Manager.: [217, 1176, 291, 1186]
